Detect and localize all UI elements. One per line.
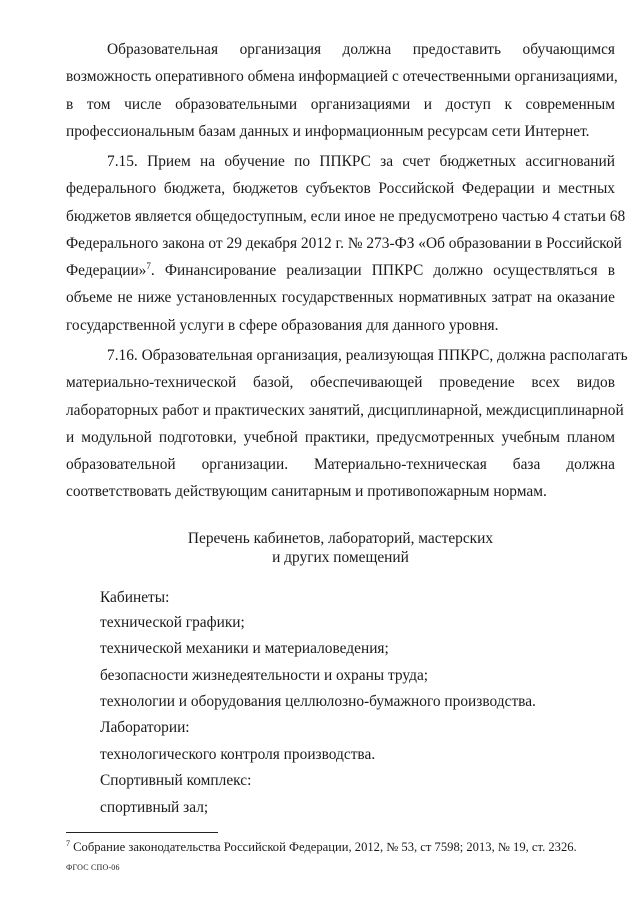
- cabinets-label: Кабинеты:: [100, 589, 170, 606]
- paragraph-7-15: [66, 148, 626, 339]
- list-item: технической графики;: [100, 614, 245, 631]
- text-line: профессиональным базам данных и информационным ресурсам сети Интернет.: [66, 122, 590, 140]
- list-item: технологии и оборудования целлюлозно-бумажного производства.: [100, 693, 536, 710]
- text-line: 7.16. Образовательная организация, реализующая ППКРС, должна располагать: [107, 347, 628, 364]
- text-line: объеме не ниже установленных государственных нормативных затрат на оказание: [66, 289, 615, 307]
- list-item: спортивный зал;: [100, 799, 209, 816]
- footnote-ref: 7: [146, 261, 151, 272]
- paragraph-access-info: [66, 36, 618, 145]
- text-line: Федерального закона от 29 декабря 2012 г. № 273-ФЗ «Об образовании в Российской: [66, 234, 622, 252]
- footnote: [66, 840, 577, 855]
- heading-line-1: Перечень кабинетов, лабораторий, мастерских: [187, 530, 494, 547]
- sport-label: Спортивный комплекс:: [100, 772, 252, 789]
- text-fragment: . Финансирование реализации ППКРС должно осуществляться в: [150, 262, 615, 280]
- heading-line-2: и других помещений: [272, 549, 409, 566]
- footnote-separator: [66, 832, 218, 833]
- text-line: Образовательная организация должна предоставить обучающимся: [107, 41, 615, 58]
- document-code: ФГОС СПО-06: [66, 863, 120, 872]
- text-line: возможность оперативного обмена информацией с отечественными организациями,: [66, 68, 618, 86]
- text-line: в том числе образовательными организациями и доступ к современным: [66, 95, 615, 113]
- text-line: бюджетов является общедоступным, если иное не предусмотрено частью 4 статьи 68: [66, 207, 626, 225]
- footnote-marker: 7: [66, 838, 70, 848]
- list-item: технологического контроля производства.: [100, 746, 376, 763]
- text-line: федерального бюджета, бюджетов субъектов Российской Федерации и местных: [66, 180, 615, 198]
- list-heading: [66, 529, 615, 567]
- list-item: безопасности жизнедеятельности и охраны труда;: [100, 667, 429, 684]
- footnote-text: Собрание законодательства Российской Федерации, 2012, № 53, ст 7598; 2013, № 19, ст. 2326.: [73, 840, 577, 854]
- text-line: и модульной подготовки, учебной практики, предусмотренных учебным планом: [66, 428, 615, 446]
- text-line: 7.15. Прием на обучение по ППКРС за счет бюджетных ассигнований: [107, 153, 615, 170]
- text-line: материально-технической базой, обеспечивающей проведение всех видов: [66, 374, 615, 392]
- text-line: образовательной организации. Материально-техническая база должна: [66, 456, 615, 474]
- list-item: технической механики и материаловедения;: [100, 640, 389, 657]
- text-fragment: Федерации»: [66, 262, 147, 280]
- text-line-with-footnote: [66, 257, 615, 284]
- paragraph-7-16: [66, 342, 628, 506]
- labs-label: Лаборатории:: [100, 719, 190, 736]
- text-line: соответствовать действующим санитарным и противопожарным нормам.: [66, 483, 547, 501]
- text-line: государственной услуги в сфере образования для данного уровня.: [66, 316, 499, 334]
- text-line: лабораторных работ и практических занятий, дисциплинарной, междисциплинарной: [66, 401, 624, 419]
